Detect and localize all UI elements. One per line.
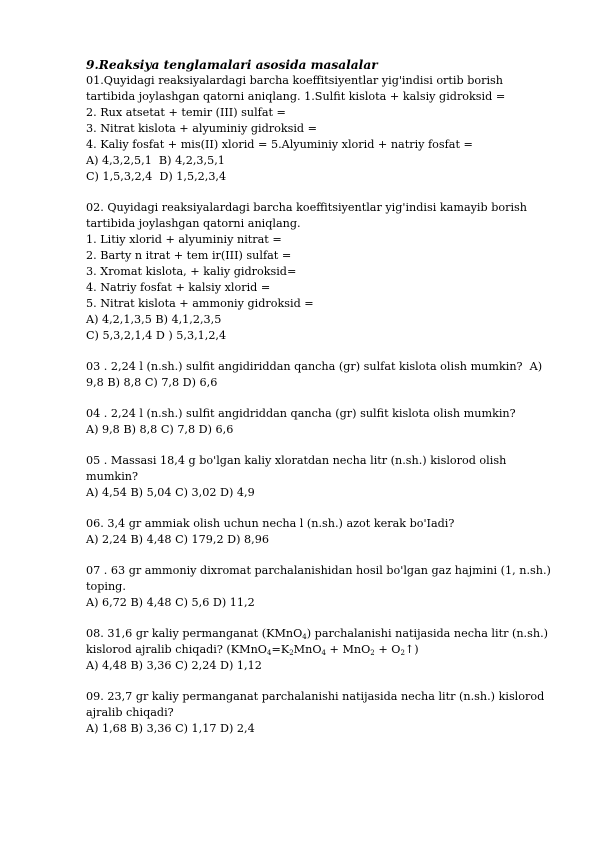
spacer xyxy=(86,674,556,689)
text-segment: ) parchalanishi natijasida necha litr (n.sh.) xyxy=(306,627,548,640)
question-09 xyxy=(86,689,556,737)
reaction-item: 4. Natriy fosfat + kalsiy xlorid = xyxy=(86,281,271,294)
question-06 xyxy=(86,516,556,548)
answer-options: A) 4,48 B) 3,36 C) 2,24 D) 1,12 xyxy=(86,659,262,672)
spacer xyxy=(86,438,556,453)
text-segment: =K xyxy=(271,643,290,656)
text-segment: MnO xyxy=(293,643,322,656)
reaction-item: 4. Kaliy fosfat + mis(II) xlorid = 5.Alyuminiy xlorid + natriy fosfat = xyxy=(86,138,473,151)
spacer xyxy=(86,548,556,563)
question-text: 01.Quyidagi reaksiyalardagi barcha koeffitsiyentlar yig'indisi ortib borish xyxy=(86,74,503,87)
spacer xyxy=(86,611,556,626)
section-title: 9.Reaksiya tenglamalari asosida masalalar xyxy=(86,58,378,72)
answer-options: C) 5,3,2,1,4 D ) 5,3,1,2,4 xyxy=(86,329,227,342)
question-text: ajralib chiqadi? xyxy=(86,706,174,719)
text-segment: ↑) xyxy=(404,643,419,656)
answer-options: C) 1,5,3,2,4 D) 1,5,2,3,4 xyxy=(86,170,227,183)
text-segment: 08. 31,6 gr kaliy permanganat (KMnO xyxy=(86,627,303,640)
answer-options: A) 4,3,2,5,1 B) 4,2,3,5,1 xyxy=(86,154,225,167)
reaction-item: 3. Xromat kislota, + kaliy gidroksid= xyxy=(86,265,297,278)
question-text: 04 . 2,24 l (n.sh.) sulfit angidriddan qancha (gr) sulfit kislota olish mumkin? xyxy=(86,407,516,420)
text-segment: kislorod ajralib chiqadi? (KMnO xyxy=(86,643,267,656)
question-text: 05 . Massasi 18,4 g bo'lgan kaliy xloratdan necha litr (n.sh.) kislorod olish xyxy=(86,454,507,467)
question-text xyxy=(86,626,556,642)
reaction-item: 5. Nitrat kislota + ammoniy gidroksid = xyxy=(86,297,314,310)
text-segment: + MnO xyxy=(325,643,371,656)
question-text: 09. 23,7 gr kaliy permanganat parchalanishi natijasida necha litr (n.sh.) kislorod xyxy=(86,690,545,703)
answer-options: A) 2,24 B) 4,48 C) 179,2 D) 8,96 xyxy=(86,533,269,546)
question-text xyxy=(86,642,556,658)
answer-options: A) 4,54 B) 5,04 C) 3,02 D) 4,9 xyxy=(86,486,255,499)
question-04 xyxy=(86,406,556,438)
answer-options: A) 1,68 B) 3,36 C) 1,17 D) 2,4 xyxy=(86,722,255,735)
answer-options: 9,8 B) 8,8 C) 7,8 D) 6,6 xyxy=(86,376,218,389)
question-08 xyxy=(86,626,556,674)
spacer xyxy=(86,501,556,516)
question-text: 07 . 63 gr ammoniy dixromat parchalanishidan hosil bo'lgan gaz hajmini (1, n.sh.) xyxy=(86,564,551,577)
subscript: 4 xyxy=(302,633,307,641)
subscript: 2 xyxy=(400,649,405,657)
question-03 xyxy=(86,359,556,391)
question-text: tartibida joylashgan qatorni aniqlang. 1.Sulfit kislota + kalsiy gidroksid = xyxy=(86,90,506,103)
subscript: 4 xyxy=(321,649,326,657)
answer-options: A) 9,8 B) 8,8 C) 7,8 D) 6,6 xyxy=(86,423,234,436)
question-text: tartibida joylashgan qatorni aniqlang. xyxy=(86,217,301,230)
spacer xyxy=(86,185,556,200)
subscript: 4 xyxy=(266,649,272,657)
text-segment: + O xyxy=(374,643,401,656)
reaction-item: 2. Barty n itrat + tem ir(III) sulfat = xyxy=(86,249,292,262)
subscript: 2 xyxy=(370,649,375,657)
question-07 xyxy=(86,563,556,611)
subscript: 2 xyxy=(289,649,294,657)
question-text: toping. xyxy=(86,580,126,593)
reaction-item: 3. Nitrat kislota + alyuminiy gidroksid = xyxy=(86,122,318,135)
reaction-item: 1. Litiy xlorid + alyuminiy nitrat = xyxy=(86,233,282,246)
question-text: 02. Quyidagi reaksiyalardagi barcha koeffitsiyentlar yig'indisi kamayib borish xyxy=(86,201,527,214)
question-text: 03 . 2,24 l (n.sh.) sulfit angidiriddan qancha (gr) sulfat kislota olish mumkin? A) xyxy=(86,360,543,373)
question-05 xyxy=(86,453,556,501)
answer-options: A) 6,72 B) 4,48 C) 5,6 D) 11,2 xyxy=(86,596,255,609)
question-02 xyxy=(86,200,556,344)
spacer xyxy=(86,344,556,359)
question-01 xyxy=(86,73,556,185)
question-text: 06. 3,4 gr ammiak olish uchun necha l (n.sh.) azot kerak bo'Iadi? xyxy=(86,517,455,530)
spacer xyxy=(86,391,556,406)
answer-options: A) 4,2,1,3,5 B) 4,1,2,3,5 xyxy=(86,313,222,326)
reaction-item: 2. Rux atsetat + temir (III) sulfat = xyxy=(86,106,286,119)
question-text: mumkin? xyxy=(86,470,138,483)
worksheet-content xyxy=(86,57,556,737)
